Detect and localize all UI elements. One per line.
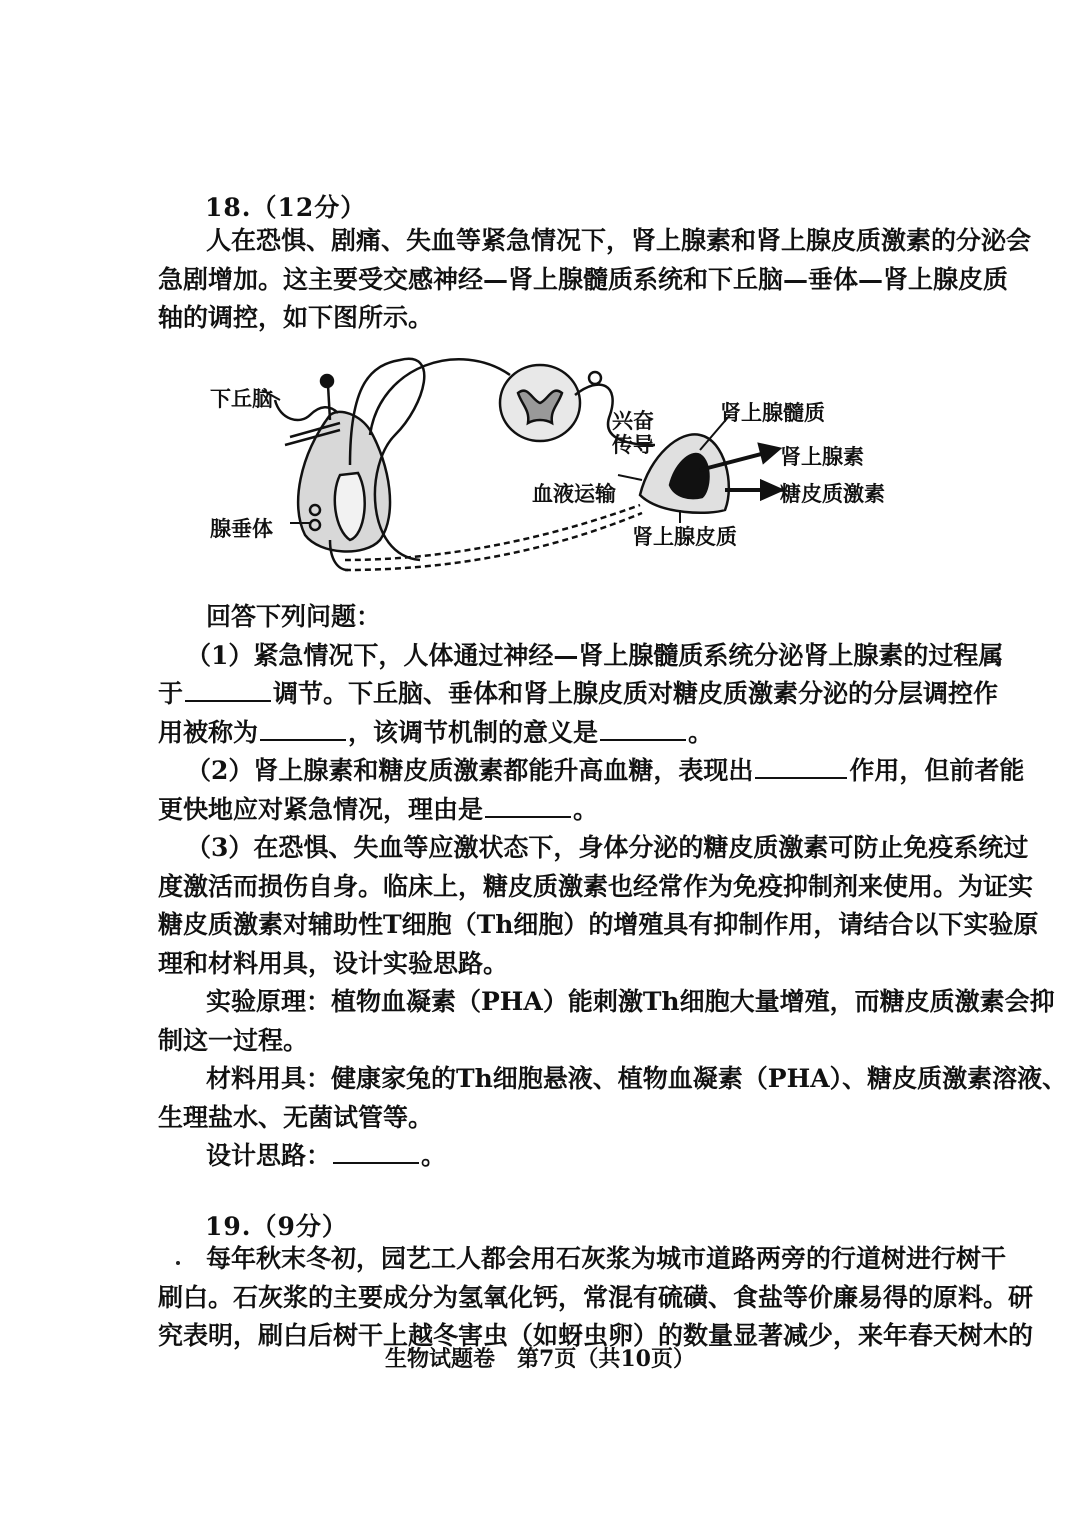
answer-blank[interactable] — [333, 1161, 419, 1164]
text-fragment: 。 — [421, 1141, 447, 1170]
q18-p3-line: 理和材料用具，设计实验思路。 — [158, 948, 509, 978]
q18-p3-line: 糖皮质激素对辅助性T细胞（Th细胞）的增殖具有抑制作用，请结合以下实验原 — [158, 910, 1039, 939]
q18-p2-line1 — [158, 752, 1025, 791]
q18-p3-line: （3）在恐惧、失血等应激状态下，身体分泌的糖皮质激素可防止免疫系统过 — [186, 833, 1029, 862]
answer-blank[interactable] — [485, 815, 571, 818]
answer-blank[interactable] — [185, 699, 271, 702]
q18-intro — [158, 222, 1032, 338]
label-pituitary: 腺垂体 — [210, 517, 273, 541]
hypothalamus-node — [321, 375, 333, 387]
text-fragment: 设计思路： — [206, 1141, 332, 1170]
label-adrenaline: 肾上腺素 — [780, 445, 864, 469]
answer-prompt: 回答下列问题： — [206, 602, 382, 631]
q19-text — [158, 1240, 1034, 1356]
blood-vessel — [345, 513, 642, 570]
label-adrenal-medulla: 肾上腺髓质 — [720, 401, 825, 425]
text-fragment: 更快地应对紧急情况，理由是 — [158, 794, 484, 824]
label-conduction: 传导 — [612, 433, 654, 457]
nerve-to-spinal — [370, 359, 510, 435]
label-glucocorticoid: 糖皮质激素 — [780, 482, 885, 506]
text-fragment: 。 — [688, 717, 714, 747]
q18-intro-line: 急剧增加。这主要受交感神经—肾上腺髓质系统和下丘脑—垂体—肾上腺皮质 — [158, 264, 1009, 294]
text-fragment: 用被称为 — [158, 717, 259, 747]
label-blood-transport: 血液运输 — [532, 482, 616, 506]
text-fragment: 于 — [158, 679, 184, 708]
q18-p1-line3 — [158, 714, 940, 753]
text-fragment: ，该调节机制的意义是 — [348, 717, 599, 747]
page-footer: 生物试题卷 第7页（共10页） — [385, 1346, 695, 1372]
text-fragment: 作用，但前者能 — [849, 756, 1025, 785]
q18-p1-line1: （1）紧急情况下，人体通过神经—肾上腺髓质系统分泌肾上腺素的过程属 — [186, 640, 1004, 670]
hormone-regulation-diagram — [180, 345, 920, 595]
hypothalamus-stalk — [328, 385, 330, 420]
q18-questions — [158, 598, 1068, 1176]
materials-line: 材料用具：健康家兔的Th细胞悬液、植物血凝素（PHA）、糖皮质激素溶液、 — [206, 1064, 1068, 1093]
q18-intro-line: 人在恐惧、剧痛、失血等紧急情况下，肾上腺素和肾上腺皮质激素的分泌会 — [206, 226, 1032, 255]
text-fragment: 调节。下丘脑、垂体和肾上腺皮质对糖皮质激素分泌的分层调控作 — [273, 679, 999, 708]
principle-line: 制这一过程。 — [158, 1025, 309, 1055]
text-fragment: （2）肾上腺素和糖皮质激素都能升高血糖，表现出 — [186, 756, 754, 785]
principle-line: 实验原理：植物血凝素（PHA）能刺激Th细胞大量增殖，而糖皮质激素会抑 — [206, 987, 1055, 1016]
answer-blank[interactable] — [600, 738, 686, 741]
q18-heading: 18.（12分） — [205, 193, 367, 222]
answer-blank[interactable] — [260, 738, 346, 741]
answer-blank[interactable] — [755, 776, 847, 779]
text-fragment: 。 — [573, 794, 599, 824]
materials-line: 生理盐水、无菌试管等。 — [158, 1102, 434, 1132]
q18-p1-line2 — [158, 675, 999, 714]
label-hypothalamus: 下丘脑 — [210, 387, 273, 411]
q18-p3-line: 度激活而损伤自身。临床上，糖皮质激素也经常作为免疫抑制剂来使用。为证实 — [158, 871, 1034, 901]
q19-line: 究表明，刷白后树干上越冬害虫（如蚜虫卵）的数量显著减少，来年春天树木的 — [158, 1321, 1034, 1350]
q19-line: 刷白。石灰浆的主要成分为氢氧化钙，常混有硫磺、食盐等价廉易得的原料。研 — [158, 1282, 1034, 1312]
q18-intro-line: 轴的调控，如下图所示。 — [158, 303, 434, 332]
q19-line: 每年秋末冬初，园艺工人都会用石灰浆为城市道路两旁的行道树进行树干 — [206, 1244, 1007, 1273]
label-adrenal-cortex: 肾上腺皮质 — [632, 525, 737, 549]
label-excitation: 兴奋 — [612, 409, 654, 433]
q18-p2-line2 — [158, 791, 940, 830]
q19-heading: 19.（9分） — [205, 1212, 348, 1241]
design-line — [158, 1137, 940, 1176]
